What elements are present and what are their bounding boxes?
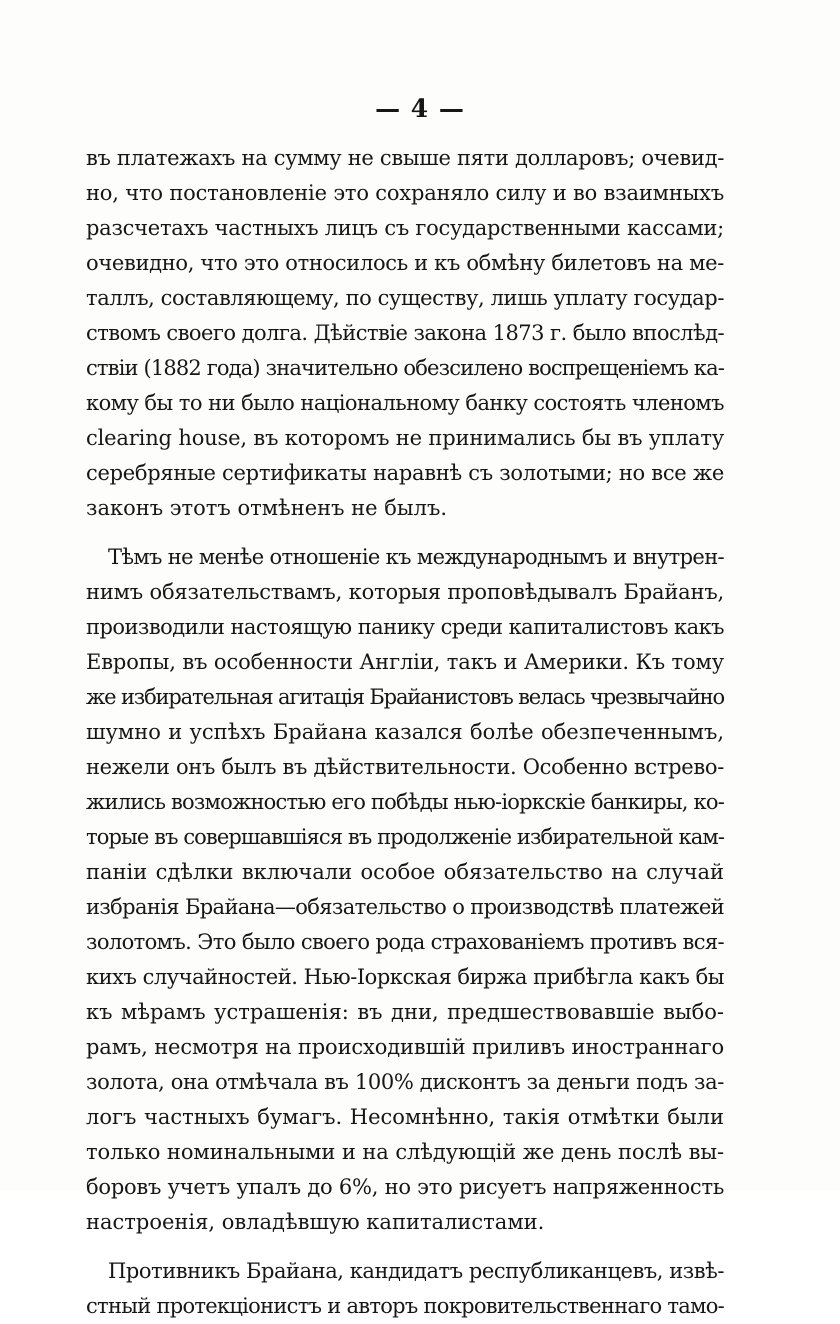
text-line: жились возможностью его побѣды нью-іоркскіе банкиры, ко- [86, 790, 725, 814]
text-line: законъ этотъ отмѣненъ не былъ. [86, 496, 447, 520]
text-line: Тѣмъ не менѣе отношеніе къ международнымъ и внутрен- [108, 545, 724, 569]
text-line: очевидно, что это относилось и къ обмѣну билетовъ на ме- [86, 251, 724, 275]
text-line: къ мѣрамъ устрашенія: въ дни, предшествовавшіе выбо- [86, 1000, 724, 1024]
page-number: — 4 — [375, 94, 465, 123]
paragraph-gap [86, 526, 724, 540]
text-line: боровъ учетъ упалъ до 6%, но это рисуетъ напряженность [86, 1175, 725, 1199]
text-line: избранія Брайана—обязательство о производствѣ платежей [86, 895, 725, 919]
text-line: разсчетахъ частныхъ лицъ съ государственными кассами; [86, 216, 724, 240]
text-line: золота, она отмѣчала въ 100% дисконтъ за деньги подъ за- [86, 1070, 724, 1094]
text-line: Противникъ Брайана, кандидатъ республиканцевъ, извѣ- [108, 1259, 724, 1283]
text-line: нежели онъ былъ въ дѣйствительности. Особенно встрево- [86, 755, 724, 779]
text-line: нимъ обязательствамъ, которыя проповѣдывалъ Брайанъ, [86, 580, 724, 604]
text-line: въ платежахъ на сумму не свыше пяти долларовъ; очевид- [86, 146, 725, 170]
text-line: таллъ, составляющему, по существу, лишь уплату государ- [86, 286, 725, 310]
text-line: стный протекціонистъ и авторъ покровительственнаго тамо- [86, 1294, 724, 1318]
text-line: производили настоящую панику среди капиталистовъ какъ [86, 615, 724, 639]
paragraph [86, 141, 724, 526]
text-line: ствіи (1882 года) значительно обезсилено воспрещеніемъ ка- [86, 356, 724, 380]
text-line: рамъ, несмотря на происходившій приливъ иностраннаго [86, 1035, 724, 1059]
text-line: ствомъ своего долга. Дѣйствіе закона 1873 г. было впослѣд- [86, 321, 725, 345]
text-line: но, что постановленіе это сохраняло силу и во взаимныхъ [86, 181, 724, 205]
paragraph-gap [86, 1240, 724, 1254]
text-line: кому бы то ни было національному банку состоять членомъ [86, 391, 724, 415]
text-line: clearing house, въ которомъ не принимались бы въ уплату [86, 426, 725, 450]
text-line: серебряные сертификаты наравнѣ съ золотыми; но все же [86, 461, 725, 485]
text-line: логъ частныхъ бумагъ. Несомнѣнно, такія отмѣтки были [86, 1105, 724, 1129]
text-line: шумно и успѣхъ Брайана казался болѣе обезпеченнымъ, [86, 720, 724, 744]
text-line: паніи сдѣлки включали особое обязательство на случай [86, 860, 724, 884]
text-line: кихъ случайностей. Нью-Іоркская биржа прибѣгла какъ бы [86, 965, 725, 989]
body-text [86, 141, 724, 1324]
text-line: только номинальными и на слѣдующій же день послѣ вы- [86, 1140, 725, 1164]
text-line: же избирательная агитація Брайанистовъ велась чрезвычайно [86, 685, 724, 709]
text-line: настроенія, овладѣвшую капиталистами. [86, 1210, 545, 1234]
text-line: торые въ совершавшіяся въ продолженіе избирательной кам- [86, 825, 725, 849]
paragraph [86, 1254, 724, 1324]
text-line: золотомъ. Это было своего рода страхованіемъ противъ вся- [86, 930, 724, 954]
paragraph [86, 540, 724, 1240]
text-line: Европы, въ особенности Англіи, такъ и Америки. Къ тому [86, 650, 725, 674]
